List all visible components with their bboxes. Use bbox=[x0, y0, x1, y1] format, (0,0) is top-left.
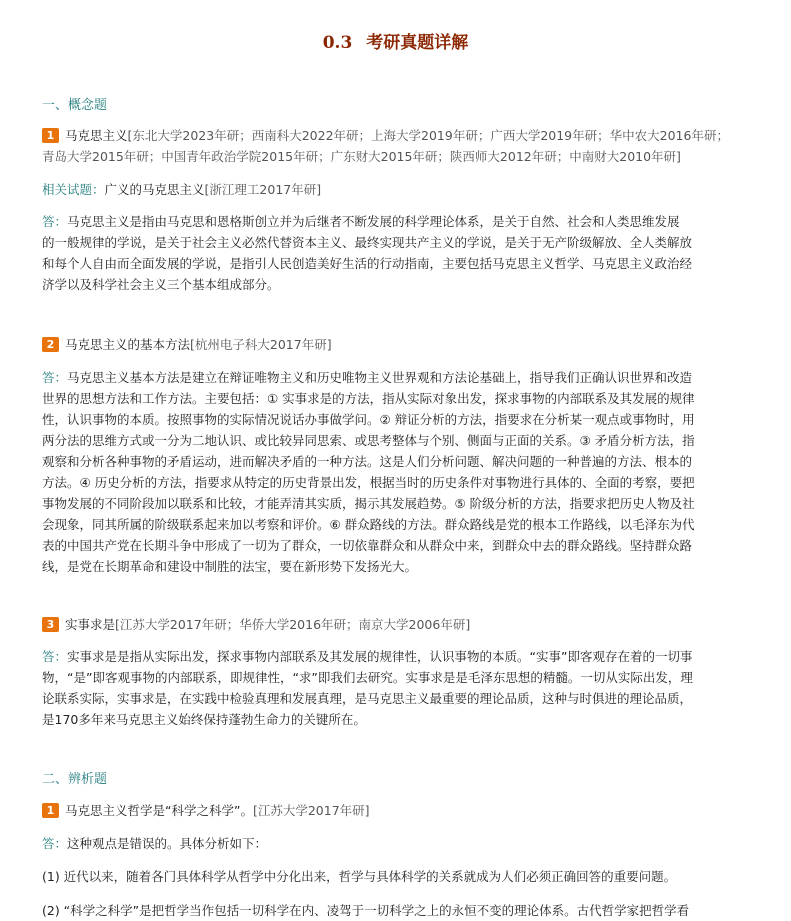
chapter-title-text: 考研真题详解 bbox=[366, 33, 469, 53]
question-sources: [江苏大学2017年研；华侨大学2016年研；南京大学2006年研] bbox=[115, 617, 471, 632]
analysis-point-1 bbox=[42, 866, 742, 887]
section-heading-analysis: 二、辨析题 bbox=[42, 772, 108, 787]
answer-line: 世界的思想方法和工作方法。主要包括：① 实事求是的方法，指从实际对象出发，探求事物的内部联系及其发展的规律 bbox=[42, 391, 695, 406]
answer-label: 答： bbox=[42, 649, 68, 664]
answer-line: 会现象，同其所属的阶级联系起来加以考察和评价。⑥ 群众路线的方法。群众路线是党的根本工作路线，以毛泽东为代 bbox=[42, 517, 695, 532]
question-term: 马克思主义的基本方法 bbox=[65, 337, 191, 352]
answer-line: 马克思主义基本方法是建立在辩证唯物主义和历史唯物主义世界观和方法论基础上，指导我们正确认识世界和改造 bbox=[67, 370, 693, 385]
section-heading-concepts: 一、概念题 bbox=[42, 98, 108, 113]
question-statement: 马克思主义哲学是“科学之科学”。 bbox=[65, 803, 253, 818]
answer-3 bbox=[42, 646, 742, 730]
analysis-question-1 bbox=[42, 800, 742, 821]
question-term: 马克思主义 bbox=[65, 128, 128, 143]
answer-line: 济学以及科学社会主义三个基本组成部分。 bbox=[42, 277, 280, 292]
question-sources: [东北大学2023年研；西南科大2022年研；上海大学2019年研；广西大学2019年研；华中农大2016年研； bbox=[127, 128, 729, 143]
question-3 bbox=[42, 614, 742, 635]
answer-line: 表的中国共产党在长期斗争中形成了一切为了群众，一切依靠群众和从群众中来，到群众中去的群众路线。坚持群众路 bbox=[42, 538, 693, 553]
question-number-badge: 2 bbox=[42, 337, 59, 352]
answer-line: 马克思主义是指由马克思和恩格斯创立并为后继者不断发展的科学理论体系，是关于自然、社会和人类思维发展 bbox=[67, 214, 680, 229]
question-number-badge: 1 bbox=[42, 128, 59, 143]
related-question bbox=[42, 179, 742, 200]
question-1-title bbox=[42, 125, 742, 146]
analysis-answer-1 bbox=[42, 833, 742, 854]
answer-line: 方法。④ 历史分析的方法，指要求从特定的历史背景出发，根据当时的历史条件对事物进行具体的、全面的考察，要把 bbox=[42, 475, 695, 490]
answer-line: 物，“是”即客观事物的内部联系，即规律性，“求”即我们去研究。实事求是是毛泽东思想的精髓。一切从实际出发，理 bbox=[42, 670, 693, 685]
answer-line: (1) 近代以来，随着各门具体科学从哲学中分化出来，哲学与具体科学的关系就成为人们必须正确回答的重要问题。 bbox=[42, 869, 677, 884]
question-sources: [江苏大学2017年研] bbox=[252, 803, 370, 818]
answer-line: 论联系实际，实事求是，在实践中检验真理和发展真理，是马克思主义最重要的理论品质，这种与时俱进的理论品质， bbox=[42, 691, 693, 706]
answer-1 bbox=[42, 211, 742, 295]
answer-line: 观察和分析各种事物的矛盾运动，进而解决矛盾的一种方法。这是人们分析问题、解决问题的一种普遍的方法、根本的 bbox=[42, 454, 693, 469]
answer-label: 答： bbox=[42, 370, 68, 385]
answer-line: 的一般规律的学说，是关于社会主义必然代替资本主义、最终实现共产主义的学说，是关于无产阶级解放、全人类解放 bbox=[42, 235, 693, 250]
answer-line: 实事求是是指从实际出发，探求事物内部联系及其发展的规律性，认识事物的本质。“实事”即客观存在着的一切事 bbox=[67, 649, 693, 664]
answer-line: 事物发展的不同阶段加以联系和比较，才能弄清其实质，揭示其发展趋势。⑤ 阶级分析的方法，指要求把历史人物及社 bbox=[42, 496, 695, 511]
chapter-number: 0.3 bbox=[322, 33, 353, 53]
related-term: 广义的马克思主义 bbox=[104, 182, 205, 197]
question-sources-continued: 青岛大学2015年研；中国青年政治学院2015年研；广东财大2015年研；陕西师大2012年研；中南财大2010年研] bbox=[42, 149, 681, 164]
answer-line: 性，认识事物的本质。按照事物的实际情况说话办事做学问。② 辩证分析的方法，指要求在分析某一观点或事物时，用 bbox=[42, 412, 695, 427]
answer-label: 答： bbox=[42, 214, 68, 229]
answer-2 bbox=[42, 367, 742, 577]
question-sources: [杭州电子科大2017年研] bbox=[190, 337, 332, 352]
question-2 bbox=[42, 334, 742, 355]
answer-line: 两分法的思维方式或一分为二地认识、或比较异同思索、或思考整体与个别、侧面与正面的关系。③ 矛盾分析方法，指 bbox=[42, 433, 695, 448]
question-number-badge: 3 bbox=[42, 617, 59, 632]
question-number-badge: 1 bbox=[42, 803, 59, 818]
answer-line: 线，是党在长期革命和建设中制胜的法宝，要在新形势下发扬光大。 bbox=[42, 559, 418, 574]
question-1 bbox=[42, 125, 742, 167]
answer-line: 是170多年来马克思主义始终保持蓬勃生命力的关键所在。 bbox=[42, 712, 366, 727]
related-label: 相关试题： bbox=[42, 182, 105, 197]
chapter-title bbox=[0, 28, 791, 53]
question-term: 实事求是 bbox=[65, 617, 116, 632]
answer-line: 这种观点是错误的。具体分析如下： bbox=[67, 836, 268, 851]
answer-label: 答： bbox=[42, 836, 68, 851]
related-source: [浙江理工2017年研] bbox=[204, 182, 322, 197]
answer-line: 和每个人自由而全面发展的学说，是指引人民创造美好生活的行动指南，主要包括马克思主义哲学、马克思主义政治经 bbox=[42, 256, 693, 271]
answer-line: (2) “科学之科学”是把哲学当作包括一切科学在内、凌驾于一切科学之上的永恒不变的理论体系。古代哲学家把哲学看 bbox=[42, 903, 690, 918]
